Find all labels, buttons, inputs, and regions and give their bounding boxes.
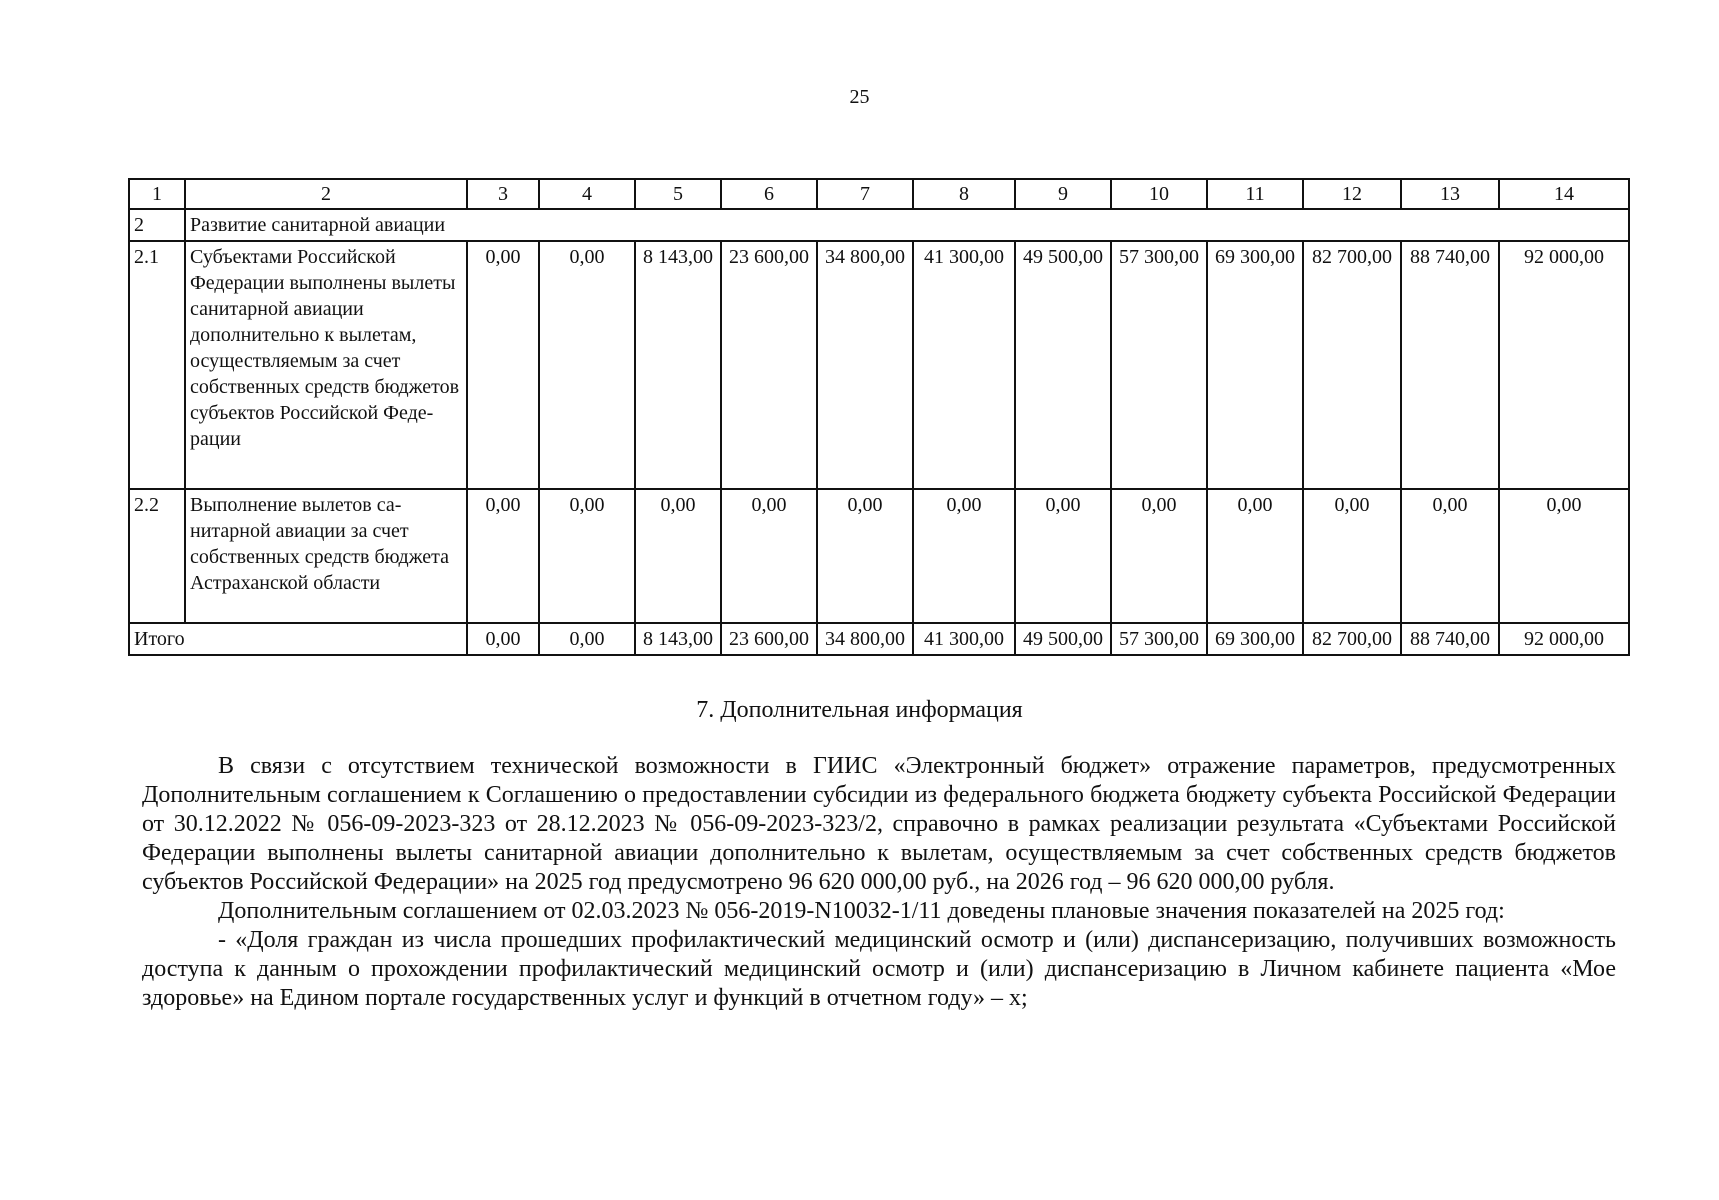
column-header: 9 — [1015, 179, 1111, 209]
value-cell: 49 500,00 — [1015, 241, 1111, 489]
column-header: 4 — [539, 179, 635, 209]
total-value-cell: 23 600,00 — [721, 623, 817, 655]
column-header: 1 — [129, 179, 185, 209]
table-row — [129, 241, 1629, 489]
value-cell: 0,00 — [1015, 489, 1111, 623]
table-row — [129, 489, 1629, 623]
total-value-cell: 41 300,00 — [913, 623, 1015, 655]
value-cell: 34 800,00 — [817, 241, 913, 489]
value-cell: 0,00 — [1303, 489, 1401, 623]
column-header: 7 — [817, 179, 913, 209]
page-number: 25 — [849, 86, 870, 108]
section-heading: 7. Дополнительная информация — [696, 697, 1023, 723]
total-value-cell: 8 143,00 — [635, 623, 721, 655]
paragraph: В связи с отсутствием технической возможности в ГИИС «Электронный бюджет» отражение параметров, предусмотренных Дополнительным соглашением к Соглашению о предоставлении субсидии из федерального бюджета бюджету субъекта Российской Федерации от 30.12.2022 № 056-09-2023-323 от 28.12.2023 № 056-09-2023-323/2, справочно в рамках реализации результата «Субъектами Российской Федерации выполнены вылеты санитарной авиации дополнительно к вылетам, осуществляемым за счет собственных средств бюджетов субъектов Российской Федерации» на 2025 год предусмотрено 96 620 000,00 руб., на 2026 год – 96 620 000,00 рубля. — [142, 753, 1616, 895]
value-cell: 0,00 — [539, 241, 635, 489]
value-cell: 69 300,00 — [1207, 241, 1303, 489]
total-value-cell: 0,00 — [539, 623, 635, 655]
row-number: 2.2 — [129, 489, 185, 623]
total-label: Итого — [129, 623, 467, 655]
value-cell: 23 600,00 — [721, 241, 817, 489]
value-cell: 0,00 — [467, 241, 539, 489]
column-header: 6 — [721, 179, 817, 209]
paragraph: - «Доля граждан из числа прошедших профилактический медицинский осмотр и (или) диспансеризацию, получивших возможность доступа к данным о прохождении профилактический медицинский осмотр и (или) диспансеризацию в Личном кабинете пациента «Мое здоровье» на Едином портале государственных услуг и функций в отчетном году» – х; — [142, 927, 1616, 1011]
row-name: Субъектами Российской Федерации выполнены вылеты санитарной авиации дополнительно к вылетам, осуществляемым за счет собственных средств бюджетов субъектов Российской Федерации — [185, 241, 467, 489]
column-header: 2 — [185, 179, 467, 209]
section-title-cell: Развитие санитарной авиации — [185, 209, 1629, 241]
value-cell: 0,00 — [913, 489, 1015, 623]
total-value-cell: 57 300,00 — [1111, 623, 1207, 655]
section-number: 2 — [129, 209, 185, 241]
column-header: 13 — [1401, 179, 1499, 209]
value-cell: 0,00 — [721, 489, 817, 623]
budget-table — [128, 178, 1630, 656]
column-header: 10 — [1111, 179, 1207, 209]
row-number: 2.1 — [129, 241, 185, 489]
value-cell: 0,00 — [1499, 489, 1629, 623]
column-header: 12 — [1303, 179, 1401, 209]
total-value-cell: 69 300,00 — [1207, 623, 1303, 655]
total-value-cell: 88 740,00 — [1401, 623, 1499, 655]
value-cell: 0,00 — [1111, 489, 1207, 623]
section-row — [129, 209, 1629, 241]
total-value-cell: 92 000,00 — [1499, 623, 1629, 655]
column-header: 8 — [913, 179, 1015, 209]
body-text — [142, 752, 1616, 1013]
value-cell: 88 740,00 — [1401, 241, 1499, 489]
paragraph: Дополнительным соглашением от 02.03.2023 № 056-2019-N10032-1/11 доведены плановые значения показателей на 2025 год: — [218, 898, 1505, 924]
table-header-row — [129, 179, 1629, 209]
value-cell: 41 300,00 — [913, 241, 1015, 489]
value-cell: 0,00 — [635, 489, 721, 623]
value-cell: 82 700,00 — [1303, 241, 1401, 489]
value-cell: 57 300,00 — [1111, 241, 1207, 489]
column-header: 5 — [635, 179, 721, 209]
column-header: 3 — [467, 179, 539, 209]
total-value-cell: 0,00 — [467, 623, 539, 655]
value-cell: 0,00 — [467, 489, 539, 623]
row-name: Выполнение вылетов санитарной авиации за счет собственных средств бюджета Астраханской области — [185, 489, 467, 623]
value-cell: 0,00 — [1207, 489, 1303, 623]
total-value-cell: 49 500,00 — [1015, 623, 1111, 655]
value-cell: 0,00 — [539, 489, 635, 623]
total-value-cell: 34 800,00 — [817, 623, 913, 655]
value-cell: 0,00 — [1401, 489, 1499, 623]
value-cell: 92 000,00 — [1499, 241, 1629, 489]
column-header: 11 — [1207, 179, 1303, 209]
column-header: 14 — [1499, 179, 1629, 209]
total-value-cell: 82 700,00 — [1303, 623, 1401, 655]
value-cell: 8 143,00 — [635, 241, 721, 489]
value-cell: 0,00 — [817, 489, 913, 623]
total-row — [129, 623, 1629, 655]
